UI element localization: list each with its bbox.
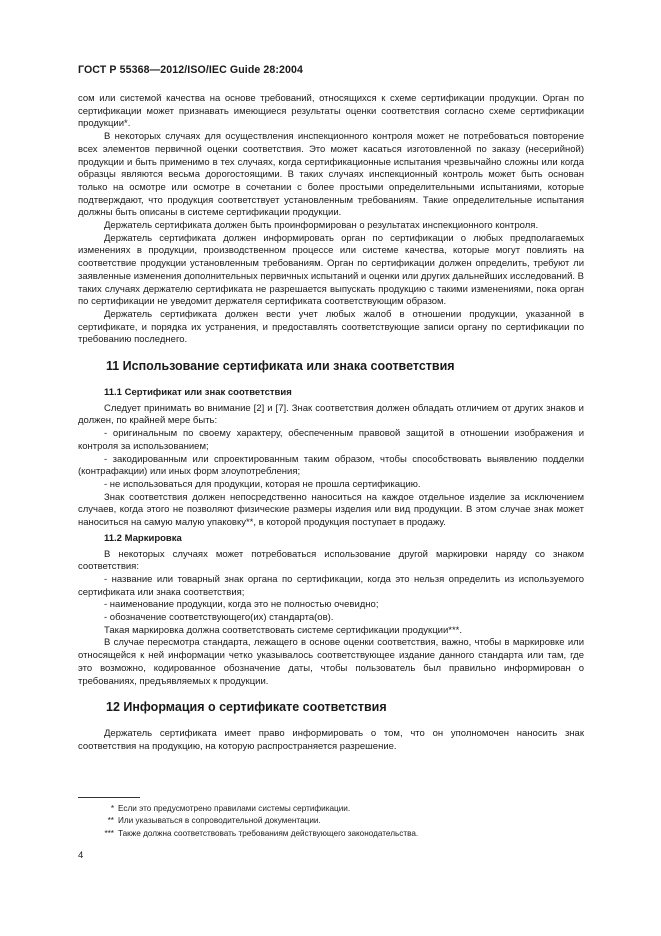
section-11-heading: 11 Использование сертификата или знака соответствия	[106, 359, 455, 374]
list-item: - закодированным или спроектированным таким образом, чтобы способствовать выявлению подделки (контрафакции) или иных форм злоупотребления;	[78, 453, 584, 478]
list-item: - наименование продукции, когда это не полностью очевидно;	[104, 599, 379, 611]
paragraph: В случае пересмотра стандарта, лежащего в основе оценки соответствия, важно, чтобы в маркировке или относящейся к ней информации четко указывалось соответствующее издание данного стандарта или там, где это возможно, кодированное обозначение даты, чтобы пользователь был правильно информирован о требованиях, предъявляемых к продукции.	[78, 637, 584, 687]
footnote-separator	[78, 797, 140, 798]
document-body	[78, 93, 584, 754]
paragraph: Держатель сертификата имеет право информировать о том, что он уполномочен наносить знак соответствия на продукцию, на которую распространяется разрешение.	[78, 728, 584, 752]
paragraph: Следует принимать во внимание [2] и [7]. Знак соответствия должен обладать отличием от других знаков и должен, по крайней мере быть:	[78, 402, 584, 427]
footnote-text: Или указываться в сопроводительной документации.	[118, 816, 321, 826]
section-12-heading: 12 Информация о сертификате соответствия	[106, 700, 387, 715]
footnote	[78, 815, 584, 827]
list-item: - обозначение соответствующего(их) стандарта(ов).	[104, 612, 334, 624]
list-item: - не использоваться для продукции, которая не прошла сертификацию.	[104, 478, 421, 490]
document-code-header: ГОСТ Р 55368—2012/ISO/IEC Guide 28:2004	[78, 64, 304, 76]
footnote-mark: ***	[104, 828, 114, 838]
footnotes	[78, 803, 584, 840]
footnote-mark: *	[110, 804, 114, 813]
paragraph: сом или системой качества на основе требований, относящихся к схеме сертификации продукции. Орган по сертификации может признавать имеющиеся результаты оценки соответствия согласно схеме сертификации продукции*.	[78, 93, 584, 130]
subsection-11-2-heading: 11.2 Маркировка	[104, 532, 182, 544]
page-number: 4	[78, 850, 84, 861]
footnote-text: Если это предусмотрено правилами системы сертификации.	[118, 804, 351, 813]
paragraph: В некоторых случаях может потребоваться использование другой маркировки наряду со знаком соответствия:	[78, 548, 584, 573]
paragraph: В некоторых случаях для осуществления инспекционного контроля может не потребоваться повторение всех элементов первичной оценки соответствия. Это может касаться изготовленной по заказу (несерийной) продукции и быть применимо в тех случаях, когда сертификационные испытания чрезвычайно сложны или когда образцы являются весьма дорогостоящими. В таких случаях инспекционный контроль может быть основан только на осмотре или осмотре в сочетании с более простыми определительными испытаниями, которые подтверждают, что продукция соответствует установленным требованиям. Такие определительные испытания должны быть описаны в системе сертификации продукции.	[78, 131, 584, 219]
footnote	[78, 803, 584, 815]
paragraph: Знак соответствия должен непосредственно наноситься на каждое отдельное изделие за исключением случаев, когда этого не позволяют физические размеры изделия или вид продукции. В этом случае знак может наноситься на самую малую упаковку**, в которой продукция поступает в продажу.	[78, 491, 584, 529]
footnote	[78, 828, 584, 840]
list-item: - оригинальным по своему характеру, обеспеченным правовой защитой в отношении изображения и контроля за использованием;	[78, 428, 584, 452]
footnote-mark: **	[107, 816, 114, 826]
subsection-11-1-heading: 11.1 Сертификат или знак соответствия	[104, 387, 292, 399]
list-item: - название или товарный знак органа по сертификации, когда это нельзя определить из используемого сертификата или знака соответствия;	[78, 573, 584, 598]
paragraph: Держатель сертификата должен быть проинформирован о результатах инспекционного контроля.	[104, 220, 539, 232]
paragraph: Держатель сертификата должен информировать орган по сертификации о любых предполагаемых изменениях в продукции, производственном процессе или системе качества, которые могут повлиять на соответствие продукции установленным требованиям. Орган по сертификации должен определить, требуют ли заявленные изменения дополнительных первичных испытаний и оценки или других дальнейших исследований. В таких случаях держателю сертификата не разрешается выпускать продукцию с такими изменениями, пока орган по сертификации не уведомит держателя сертификата соответствующим образом.	[78, 232, 584, 308]
footnote-text: Также должна соответствовать требованиям действующего законодательства.	[118, 828, 419, 838]
paragraph: Такая маркировка должна соответствовать системе сертификации продукции***.	[104, 624, 462, 636]
paragraph: Держатель сертификата должен вести учет любых жалоб в отношении продукции, указанной в сертификате, и порядка их устранения, и предоставлять соответствующие записи органу по сертификации по требованию последнего.	[78, 308, 584, 346]
